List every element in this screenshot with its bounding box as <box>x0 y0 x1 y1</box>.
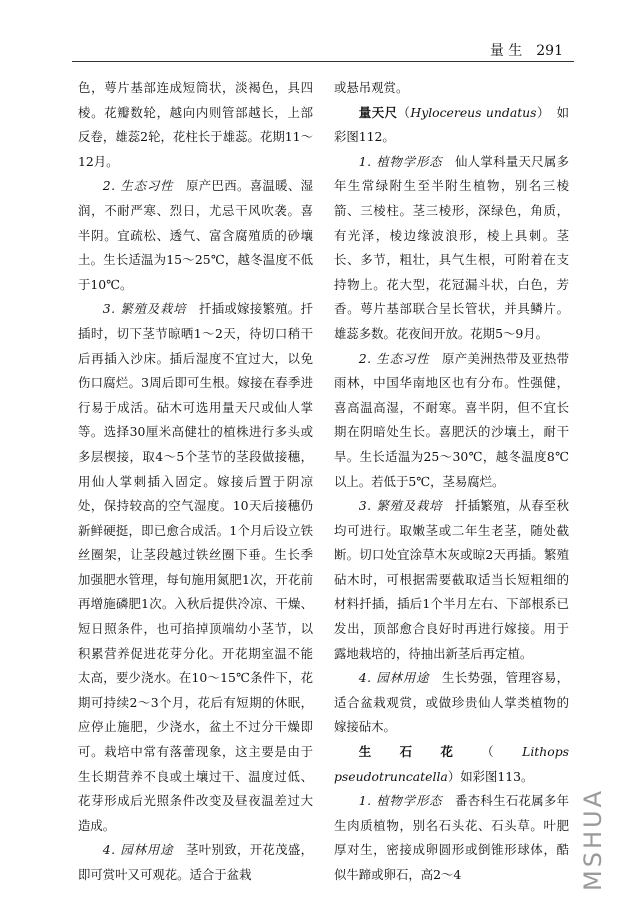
paragraph-morphology <box>334 789 569 887</box>
section-label: 1. 植物学形态 <box>358 153 443 169</box>
left-column <box>78 76 313 888</box>
latin-name: Lithops pseudotruncatella <box>334 744 570 784</box>
paragraph-propagation <box>334 494 569 666</box>
paragraph-text: 扦插繁殖，从春至秋均可进行。取嫩茎或二年生老茎，随处截断。切口处宜涂草木灰或晾2天再插。繁殖砧木时，可根据需要截取适当长短粗细的材料扦插，插后1个半月左右、下部根系已发出，顶部愈合良好时再进行嫁接。用于露地栽培的，待抽出新茎后再定植。 <box>334 498 569 661</box>
right-column <box>334 76 569 888</box>
section-label: 1. 植物学形态 <box>358 793 443 809</box>
paragraph-text: 番杏科生石花属多年生肉质植物，别名石头花、石头草。叶肥厚对生，密接成卵圆形或倒锥形球体，酷似牛蹄或卵石，高2～4 <box>334 793 569 882</box>
paragraph-text: 原产美洲热带及亚热带雨林，中国华南地区也有分布。性强健，喜高温高湿，不耐寒。喜半阴，但不宜长期在阴暗处生长。喜肥沃的沙壤土，耐干旱。生长适温为25～30℃，越冬温度8℃以上。若低于5℃，茎易腐烂。 <box>334 350 570 489</box>
page-number: 291 <box>536 43 563 59</box>
paren-close: ） <box>536 104 544 120</box>
paragraph-text: 生长势强，管理容易，适合盆栽观赏，或做珍贵仙人掌类植物的嫁接砧木。 <box>334 670 570 735</box>
watermark-text: MSHUA <box>579 788 607 891</box>
section-label: 3. 繁殖及栽培 <box>358 498 443 514</box>
paragraph-landscape-use <box>334 666 569 740</box>
paragraph-text: 扦插或嫁接繁殖。扦插时，切下茎节晾晒1～2天，待切口稍干后再插入沙床。插后湿度不宜过大，以免伤口腐烂。3周后即可生根。嫁接在春季进行易于成活。砧木可选用量天尺或仙人掌等。选择30厘米高健壮的植株进行多头或多层楔接，取4～5个茎节的茎段做接穗，用仙人掌刺插入固定。嫁接后置于阴凉处，保持较高的空气湿度。10天后接穗仍新鲜硬挺，即已愈合成活。1个月后设立铁丝圈架，让茎段越过铁丝圈下垂。生长季加强肥水管理，每旬施用氮肥1次，开花前再增施磷肥1次。入秋后提供冷凉、干燥、短日照条件，也可掐掉顶端幼小茎节，以积累营养促进花芽分化。开花期室温不能太高，要少浇水。在10～15℃条件下，花期可持续2～3个月，花后有短期的休眠，应停止施肥，少浇水，盆土不过分干燥即可。栽培中常有落蕾现象，这主要是由于生长期营养不良或土壤过干、温度过低、花芽形成后光照条件改变及昼夜温差过大造成。 <box>78 301 313 833</box>
paragraph-text: 原产巴西。喜温暖、湿润，不耐严寒、烈日，尤忌干风吹袭。喜半阴。宜疏松、透气、富含腐殖质的砂壤土。生长适温为15～25℃，越冬温度不低于10℃。 <box>78 178 314 292</box>
paragraph-landscape-use <box>78 838 313 887</box>
latin-name: Hylocereus undatus <box>410 104 537 120</box>
paragraph-morphology <box>334 150 569 347</box>
section-label: 3. 繁殖及栽培 <box>102 301 187 317</box>
header-rule <box>72 61 574 62</box>
paren-close: ） <box>447 768 461 784</box>
paragraph-text: 仙人掌科量天尺属多年生常绿附生至半附生植物，别名三棱箭、三棱柱。茎三棱形，深绿色，角质，有光泽，棱边缘波浪形，棱上具刺。茎长、多节，粗壮，具气生根，可附着在支持物上。花大型，花冠漏斗状，白色，芳香。萼片基部联合呈长管状，并具鳞片。雄蕊多数。花夜间开放。花期5～9月。 <box>334 153 569 341</box>
paragraph-continuation: 色，萼片基部连成短筒状，淡褐色，具四棱。花瓣数轮，越向内则管部越长，上部反卷，雄蕊2轮，花柱长于雄蕊。花期11～12月。 <box>78 80 313 169</box>
figure-reference: 如彩图113。 <box>460 768 534 784</box>
species-heading-hylocereus <box>334 101 569 150</box>
running-head: 量 生 <box>489 43 523 59</box>
species-heading-lithops <box>334 740 569 789</box>
paragraph-ecology <box>78 174 313 297</box>
page-header <box>490 40 563 60</box>
section-label: 2. 生态习性 <box>358 350 430 366</box>
paragraph-ecology <box>334 347 569 495</box>
paragraph-propagation <box>78 297 313 838</box>
paragraph-continuation: 或悬吊观赏。 <box>334 80 409 95</box>
paragraph-text: 茎叶别致，开花茂盛，即可赏叶又可观花。适合于盆栽 <box>78 842 314 882</box>
figure-reference: 如彩图112。 <box>334 104 570 145</box>
paren-open: （ <box>481 744 523 760</box>
paren-open: （ <box>397 104 411 120</box>
species-name: 生石花 <box>358 744 482 760</box>
species-name: 量天尺 <box>358 104 398 120</box>
section-label: 4. 园林用途 <box>358 670 430 686</box>
section-label: 2. 生态习性 <box>102 178 174 194</box>
section-label: 4. 园林用途 <box>102 842 174 858</box>
